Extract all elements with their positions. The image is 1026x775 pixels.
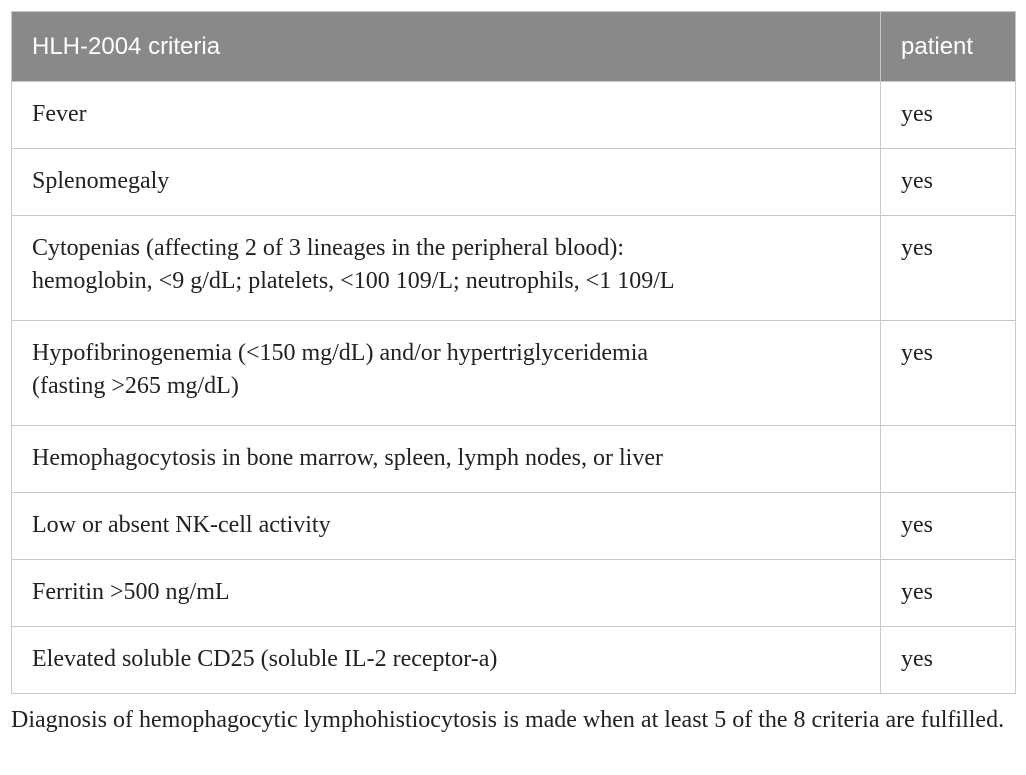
criterion-cell [12, 216, 881, 321]
header-criteria: HLH-2004 criteria [12, 12, 881, 82]
table-footnote: Diagnosis of hemophagocytic lymphohistiocytosis is made when at least 5 of the 8 criteria are fulfilled. [11, 707, 1005, 733]
criterion-text: Splenomegaly [32, 168, 170, 194]
patient-cell [881, 426, 1016, 493]
criterion-text: Ferritin >500 ng/mL [32, 579, 230, 605]
header-row [12, 12, 1016, 82]
patient-cell: yes [881, 82, 1016, 149]
criterion-cell [12, 82, 881, 149]
hlh-criteria-table [11, 11, 1016, 694]
criterion-text-line-1: Hypofibrinogenemia (<150 mg/dL) and/or hypertriglyceridemia [32, 340, 649, 366]
table-row [12, 149, 1016, 216]
criterion-cell [12, 493, 881, 560]
header-patient: patient [881, 12, 1016, 82]
criterion-text: Elevated soluble CD25 (soluble IL-2 receptor-a) [32, 646, 498, 672]
table-row [12, 627, 1016, 694]
criterion-cell [12, 560, 881, 627]
table-row [12, 82, 1016, 149]
table-row [12, 321, 1016, 426]
table-header [12, 12, 1016, 82]
patient-cell: yes [881, 216, 1016, 321]
criterion-text: Hemophagocytosis in bone marrow, spleen, lymph nodes, or liver [32, 445, 663, 471]
table-row [12, 216, 1016, 321]
patient-cell: yes [881, 560, 1016, 627]
patient-cell: yes [881, 149, 1016, 216]
table-row [12, 426, 1016, 493]
criteria-table-container [11, 11, 1015, 694]
criterion-cell [12, 426, 881, 493]
criterion-cell [12, 321, 881, 426]
patient-cell: yes [881, 321, 1016, 426]
table-row [12, 560, 1016, 627]
patient-cell: yes [881, 493, 1016, 560]
table-row [12, 493, 1016, 560]
criterion-text: Low or absent NK-cell activity [32, 512, 331, 538]
table-body [12, 82, 1016, 694]
criterion-text: Fever [32, 101, 87, 127]
patient-cell: yes [881, 627, 1016, 694]
criterion-cell [12, 627, 881, 694]
criterion-text-line-1: Cytopenias (affecting 2 of 3 lineages in the peripheral blood): [32, 235, 625, 261]
criterion-text-line-2: hemoglobin, <9 g/dL; platelets, <100 109/L; neutrophils, <1 109/L [32, 268, 675, 294]
criterion-text-line-2: (fasting >265 mg/dL) [32, 373, 239, 399]
criterion-cell [12, 149, 881, 216]
